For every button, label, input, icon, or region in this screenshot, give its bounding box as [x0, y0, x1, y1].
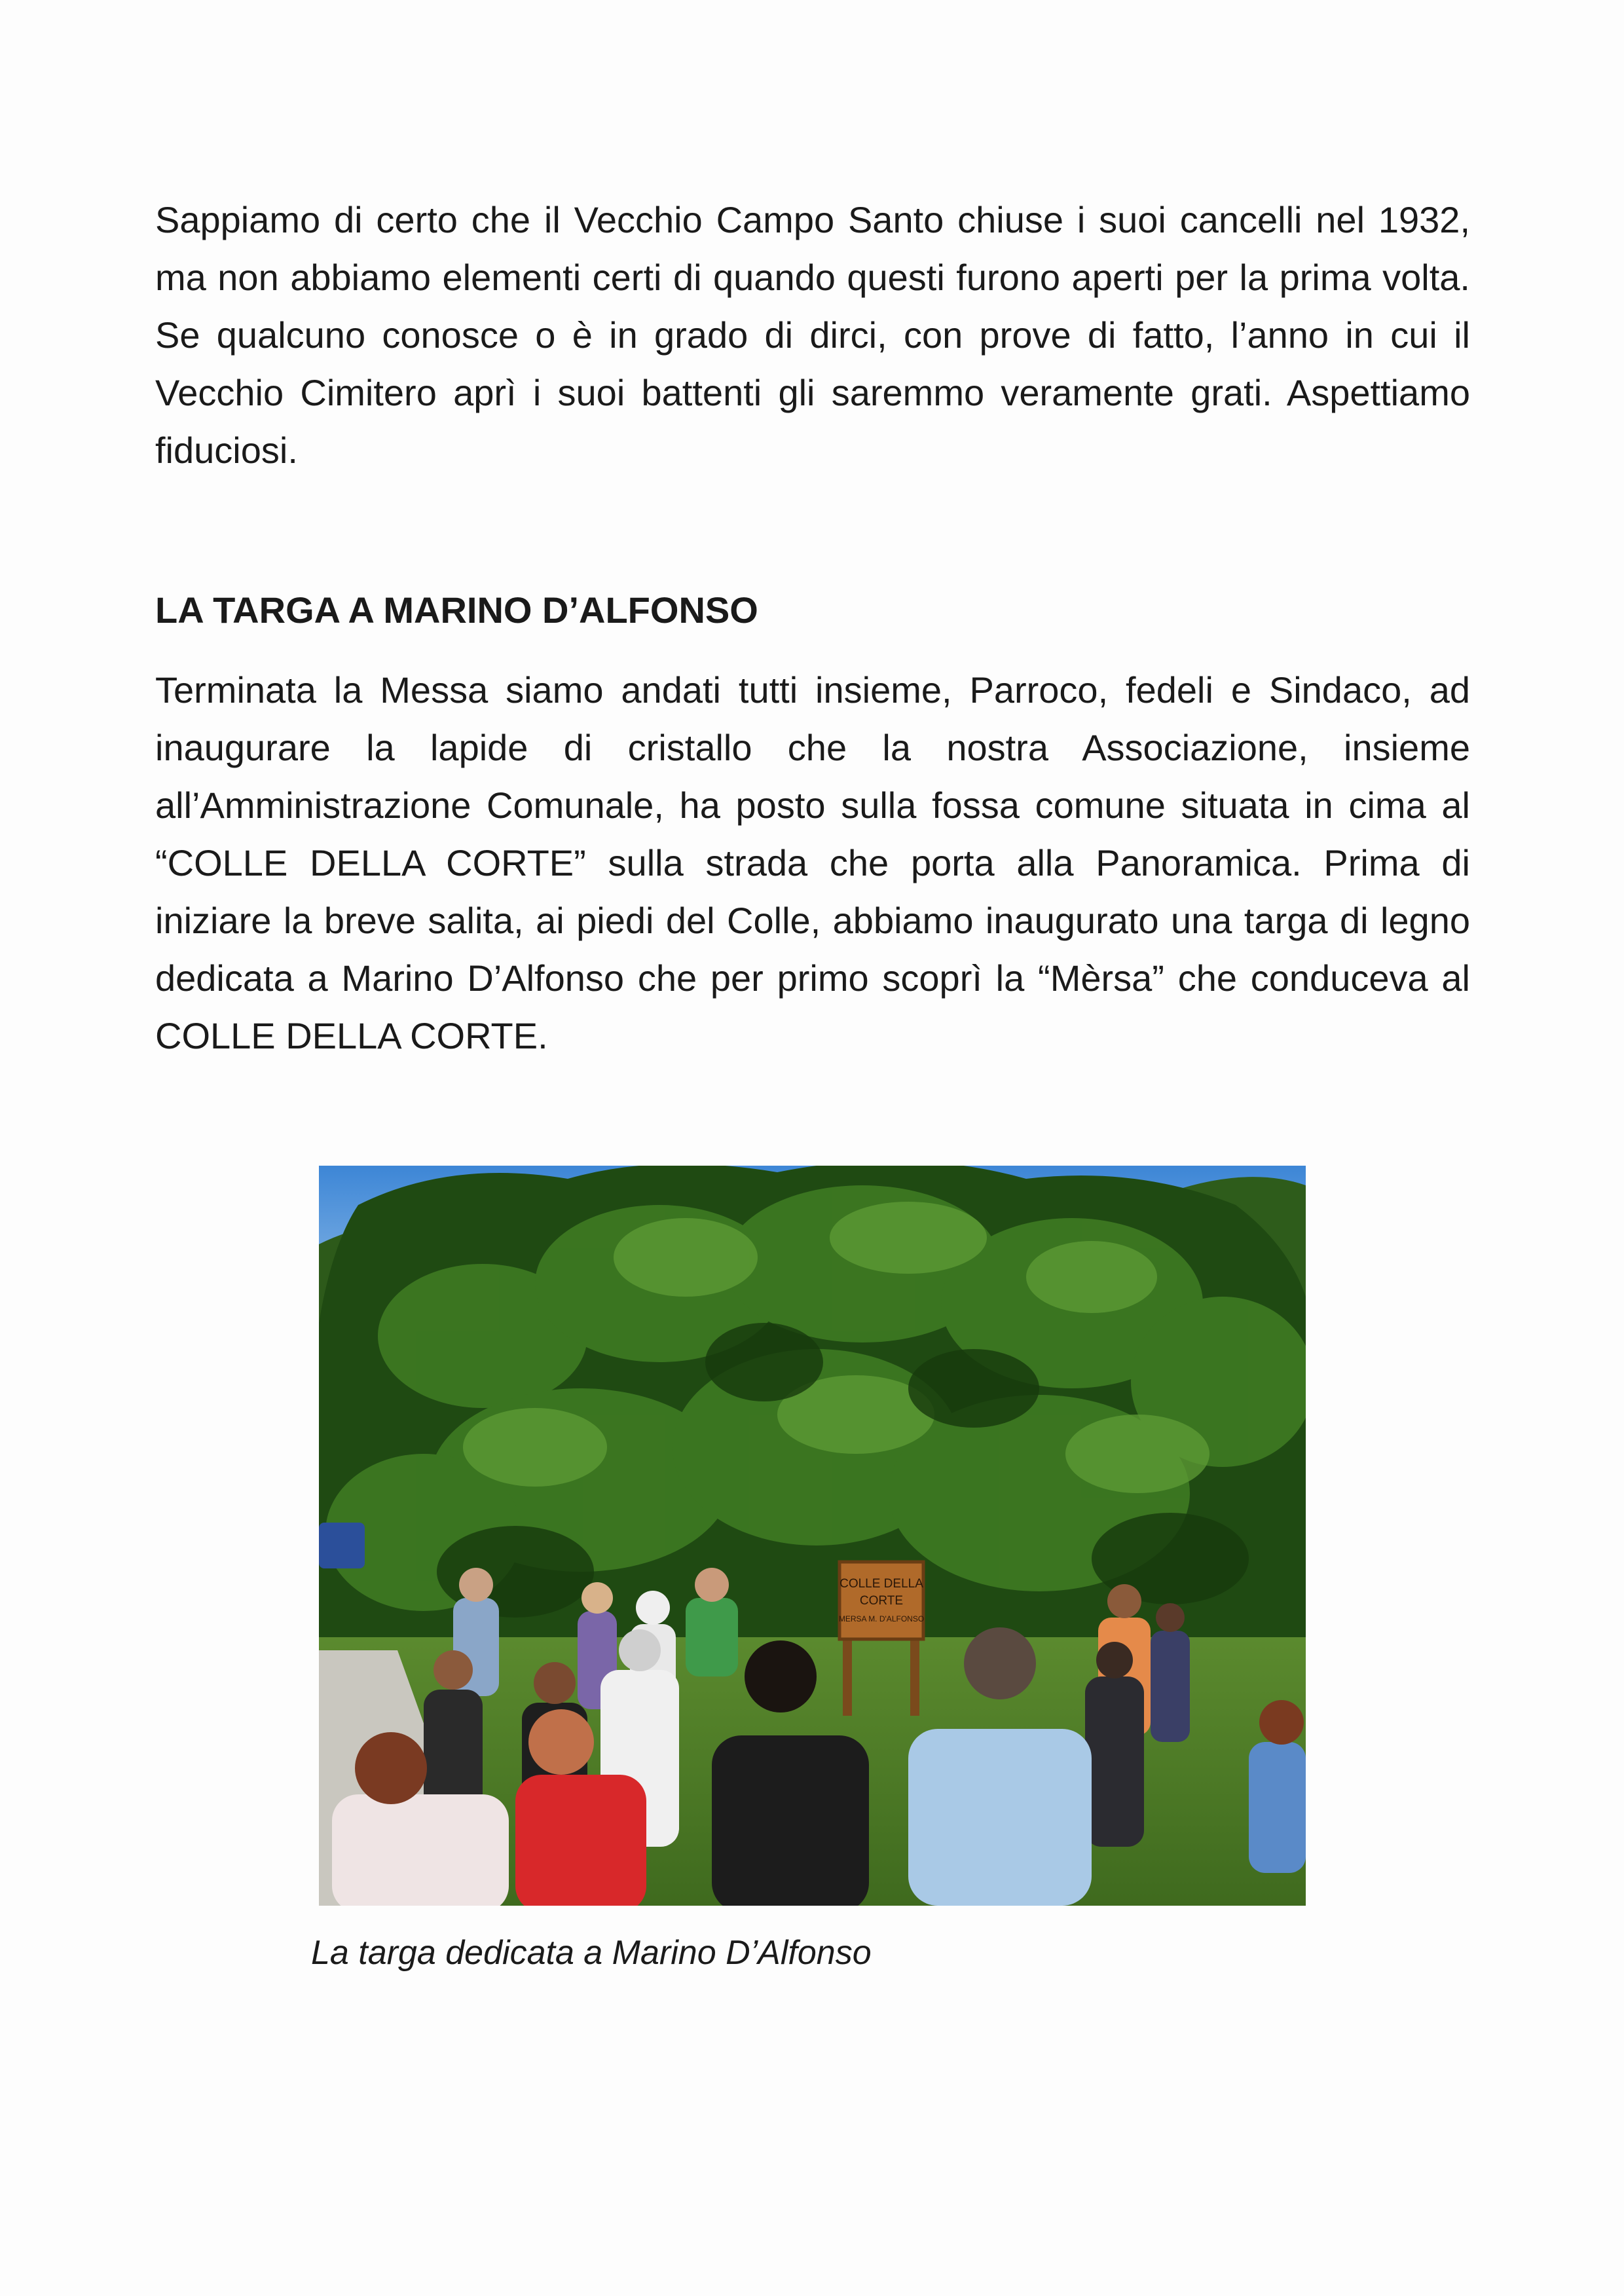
paragraph-intro: Sappiamo di certo che il Vecchio Campo Santo chiuse i suoi cancelli nel 1932, ma non abbiamo elementi certi di quando questi furono aperti per la prima volta. Se qualcuno conosce o è in grado di dirci, con prove di fatto, l’anno in cui il Vecchio Cimitero aprì i suoi battenti gli saremmo veramente grati. Aspettiamo fiduciosi. [155, 199, 1470, 471]
sign-line-3: MERSA M. D'ALFONSO [838, 1614, 925, 1623]
sign-line-2: CORTE [859, 1594, 904, 1608]
photo-caption: La targa dedicata a Marino D’Alfonso [311, 1934, 872, 1972]
sign-line-1: COLLE DELLA [840, 1577, 923, 1591]
car [319, 1523, 365, 1568]
paragraph-body: Terminata la Messa siamo andati tutti insieme, Parroco, fedeli e Sindaco, ad inaugurare la lapide di cristallo che la nostra Associazione, insieme all’Amministrazione Comunale, ha posto sulla fossa comune situata in cima al “COLLE DELLA CORTE” sulla strada che porta alla Panoramica. Prima di iniziare la breve salita, ai piedi del Colle, abbiamo inaugurato una targa di legno dedicata a Marino D’Alfonso che per primo scoprì la “Mèrsa” che conduceva al COLLE DELLA CORTE. [155, 669, 1470, 1056]
section-heading: LA TARGA A MARINO D’ALFONSO [155, 589, 758, 631]
photo-illustration [319, 1166, 1306, 1906]
photo-ceremony [319, 1166, 1306, 1906]
